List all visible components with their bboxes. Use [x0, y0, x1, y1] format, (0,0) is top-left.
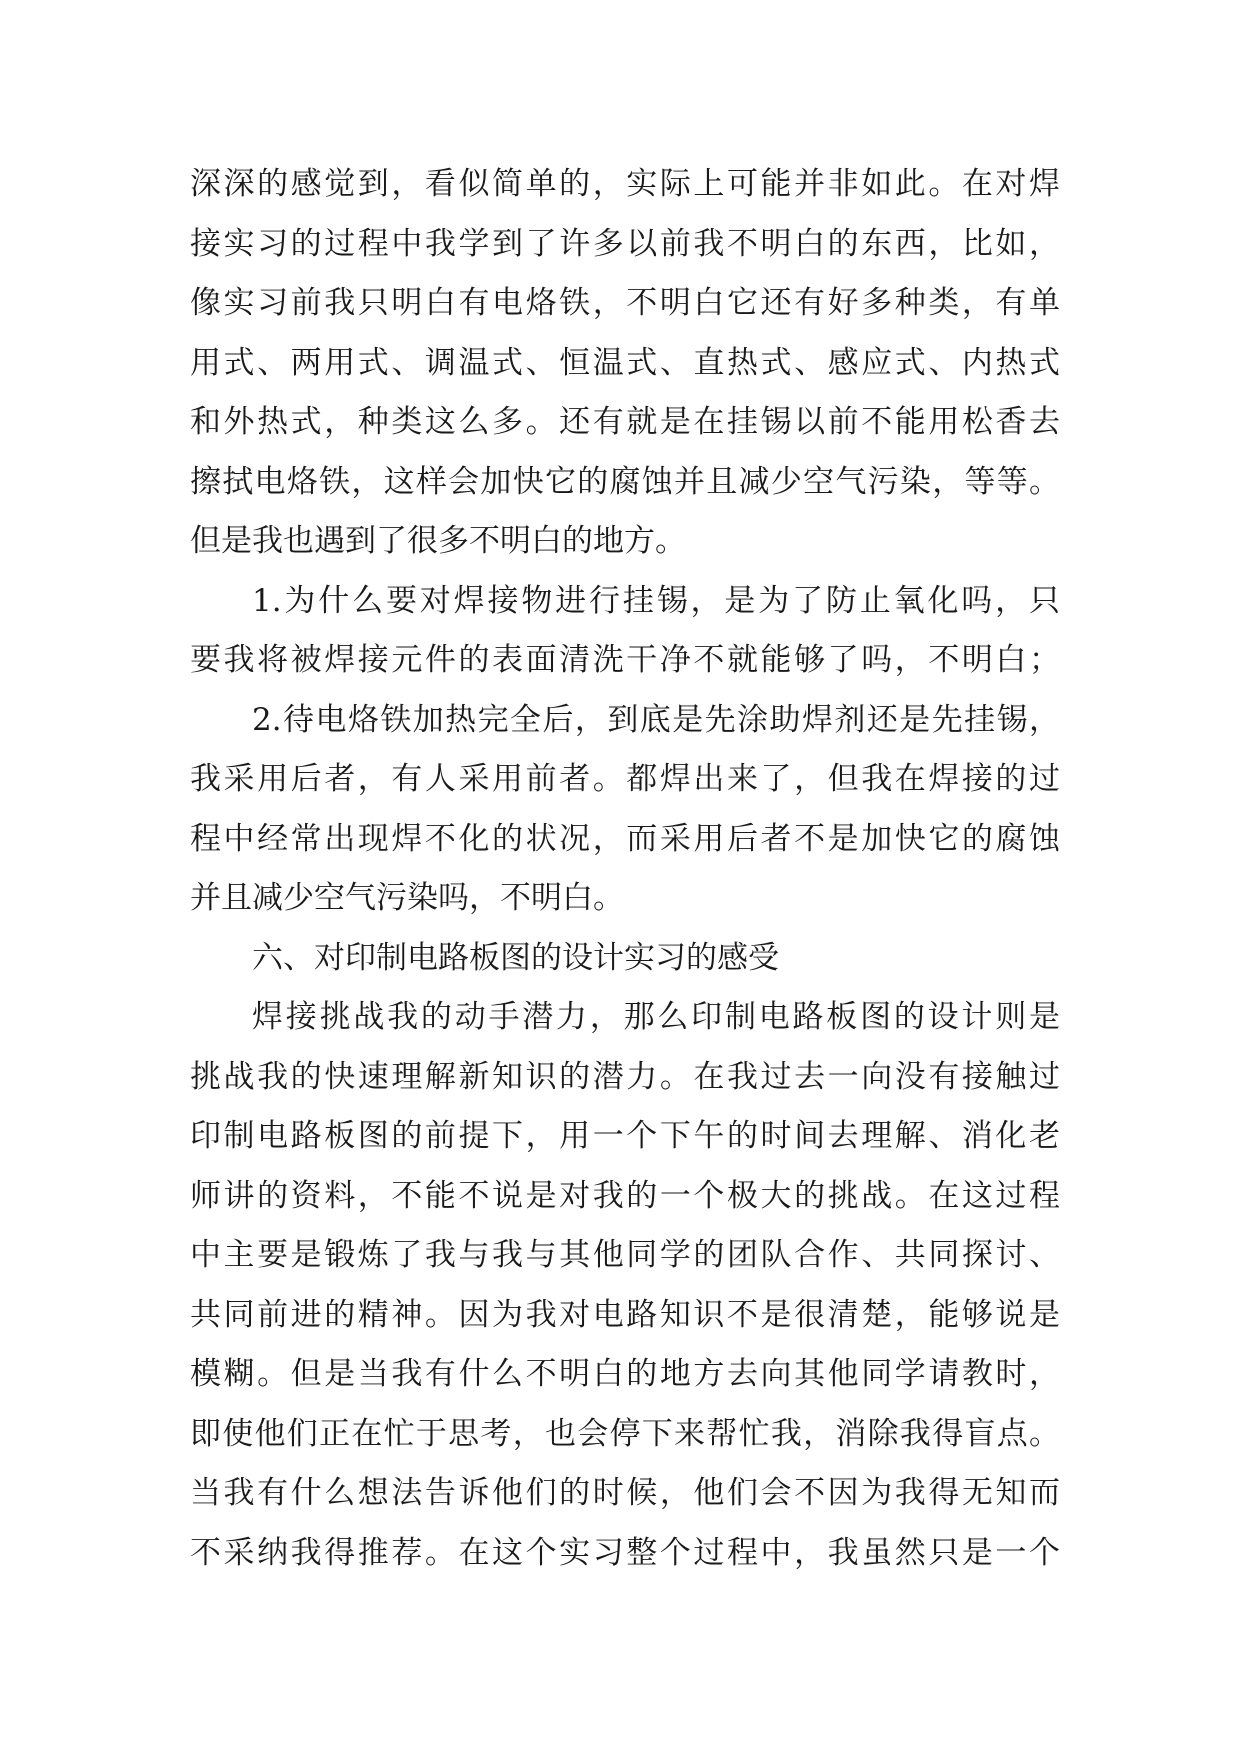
- text-line: 印制电路板图的前提下，用一个下午的时间去理解、消化老: [190, 1118, 1060, 1154]
- text-line: 擦拭电烙铁，这样会加快它的腐蚀并且减少空气污染，等等。: [190, 463, 1060, 500]
- text-line: 用式、两用式、调温式、恒温式、直热式、感应式、内热式: [190, 344, 1060, 381]
- text-line: 挑战我的快速理解新知识的潜力。在我过去一向没有接触过: [190, 1058, 1060, 1095]
- text-line: 接实习的过程中我学到了许多以前我不明白的东西，比如，: [190, 225, 1060, 262]
- text-line: 中主要是锻炼了我与我与其他同学的团队合作、共同探讨、: [190, 1237, 1060, 1273]
- text-line: 六、对印制电路板图的设计实习的感受: [252, 939, 779, 976]
- text-line: 2.待电烙铁加热完全后，到底是先涂助焊剂还是先挂锡，: [252, 701, 1060, 738]
- text-line: 深深的感觉到，看似简单的，实际上可能并非如此。在对焊: [190, 166, 1060, 202]
- text-line: 焊接挑战我的动手潜力，那么印制电路板图的设计则是: [252, 999, 1060, 1035]
- text-line: 共同前进的精神。因为我对电路知识不是很清楚，能够说是: [190, 1296, 1060, 1333]
- text-line: 1.为什么要对焊接物进行挂锡，是为了防止氧化吗，只: [252, 582, 1060, 619]
- text-line: 要我将被焊接元件的表面清洗干净不就能够了吗，不明白；: [190, 642, 1060, 678]
- text-line: 程中经常出现焊不化的状况，而采用后者不是加快它的腐蚀: [190, 820, 1060, 857]
- text-line: 不采纳我得推荐。在这个实习整个过程中，我虽然只是一个: [190, 1534, 1060, 1571]
- text-line: 和外热式，种类这么多。还有就是在挂锡以前不能用松香去: [190, 404, 1060, 440]
- text-line: 并且减少空气污染吗，不明白。: [190, 880, 624, 916]
- text-line: 但是我也遇到了很多不明白的地方。: [190, 523, 686, 559]
- text-line: 即使他们正在忙于思考，也会停下来帮忙我，消除我得盲点。: [190, 1415, 1060, 1452]
- text-line: 师讲的资料，不能不说是对我的一个极大的挑战。在这过程: [190, 1177, 1060, 1214]
- text-line: 像实习前我只明白有电烙铁，不明白它还有好多种类，有单: [190, 285, 1060, 321]
- text-line: 模糊。但是当我有什么不明白的地方去向其他同学请教时，: [190, 1356, 1060, 1392]
- body-text: [190, 155, 1060, 1583]
- text-line: 我采用后者，有人采用前者。都焊出来了，但我在焊接的过: [190, 761, 1060, 797]
- text-line: 当我有什么想法告诉他们的时候，他们会不因为我得无知而: [190, 1475, 1060, 1511]
